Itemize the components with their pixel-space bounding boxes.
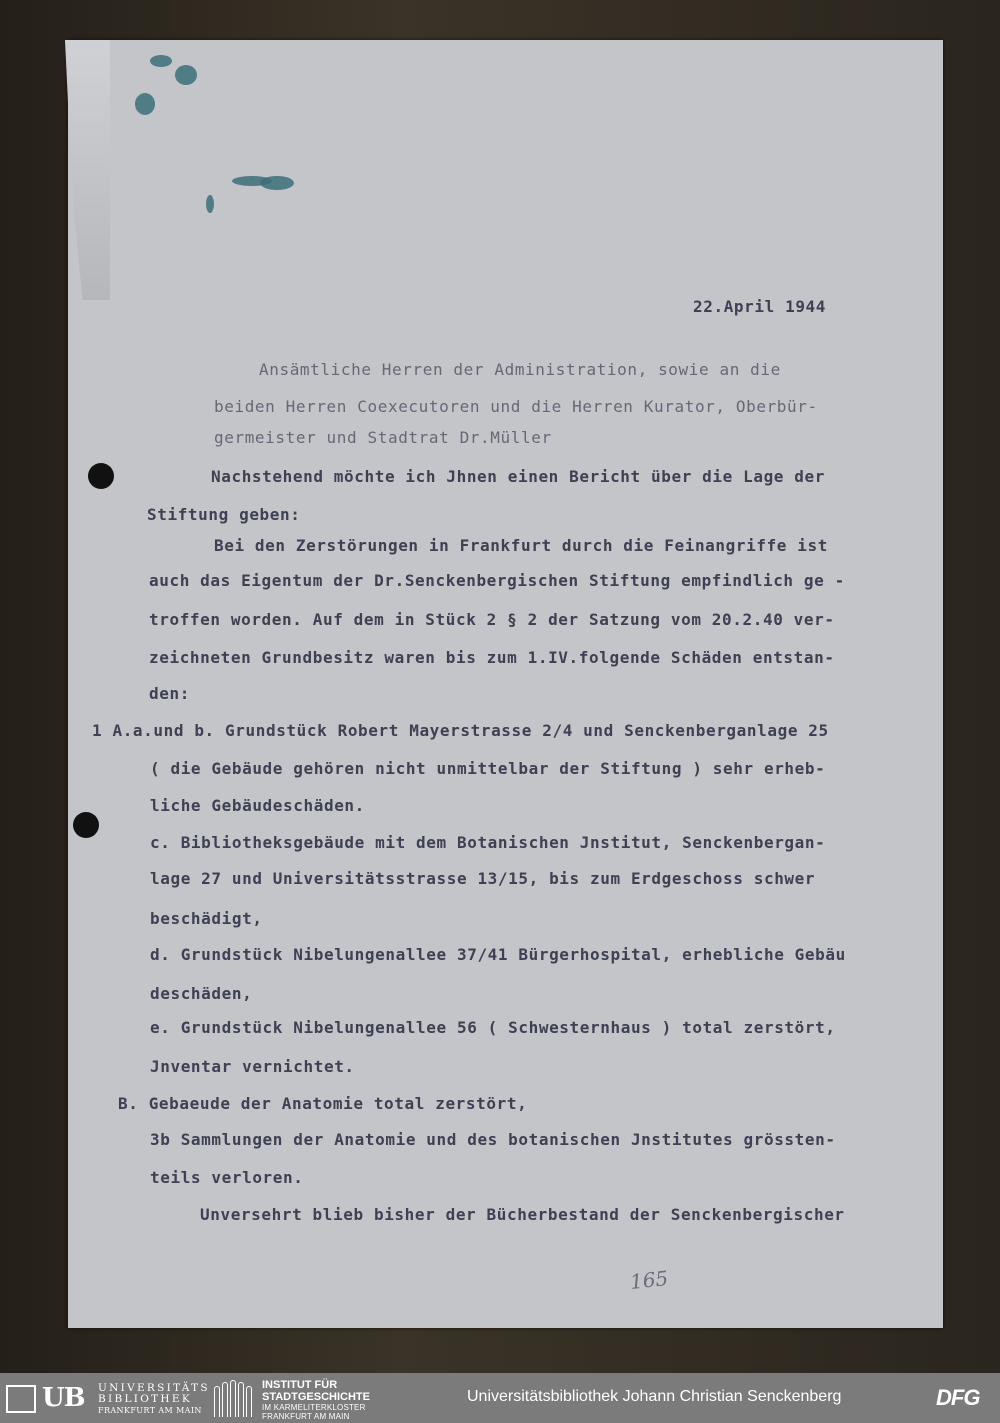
body-line: den:	[149, 684, 190, 703]
body-line: Nachstehend möchte ich Jhnen einen Bericht über die Lage der	[211, 467, 825, 486]
body-line: B. Gebaeude der Anatomie total zerstört,	[118, 1094, 528, 1113]
ub-name	[98, 1383, 210, 1416]
footer-title[interactable]: Universitätsbibliothek Johann Christian Senckenberg	[467, 1388, 842, 1405]
body-line: Stiftung geben:	[147, 505, 301, 524]
address-line: germeister und Stadtrat Dr.Müller	[214, 428, 552, 447]
body-line: Unversehrt blieb bisher der Bücherbestand der Senckenbergischer	[200, 1205, 845, 1224]
body-line: ( die Gebäude gehören nicht unmittelbar der Stiftung ) sehr erheb-	[150, 759, 826, 778]
ifs-name	[262, 1379, 370, 1421]
ifs-line: FRANKFURT AM MAIN	[262, 1412, 350, 1421]
body-line: teils verloren.	[150, 1168, 304, 1187]
ifs-line: STADTGESCHICHTE	[262, 1391, 370, 1403]
ifs-line: IM KARMELITERKLOSTER	[262, 1403, 366, 1412]
footer-bar	[0, 1373, 1000, 1423]
ink-stain	[175, 65, 197, 85]
archive-number: 165	[628, 1266, 670, 1294]
ub-portrait-icon	[6, 1385, 36, 1413]
body-line: Jnventar vernichtet.	[150, 1057, 355, 1076]
body-line: c. Bibliotheksgebäude mit dem Botanischen Jnstitut, Senckenbergan-	[150, 833, 826, 852]
body-line: Bei den Zerstörungen in Frankfurt durch die Feinangriffe ist	[214, 536, 828, 555]
dfg-logo[interactable]: DFG	[936, 1385, 980, 1410]
ink-stain	[260, 176, 294, 190]
body-line: 1 A.a.und b. Grundstück Robert Mayerstrasse 2/4 und Senckenberganlage 25	[92, 721, 829, 740]
letter-date: 22.April 1944	[693, 297, 827, 316]
address-line: Ansämtliche Herren der Administration, sowie an die	[259, 360, 781, 379]
arches-icon	[212, 1379, 252, 1417]
ub-logo[interactable]	[6, 1379, 210, 1417]
ifs-logo[interactable]	[212, 1377, 412, 1419]
ifs-line: INSTITUT FÜR	[262, 1379, 338, 1391]
body-line: e. Grundstück Nibelungenallee 56 ( Schwesternhaus ) total zerstört,	[150, 1018, 836, 1037]
body-line: zeichneten Grundbesitz waren bis zum 1.IV.folgende Schäden entstan-	[149, 648, 835, 667]
punch-hole-bottom	[73, 812, 99, 838]
body-line: deschäden,	[150, 984, 253, 1003]
body-line: d. Grundstück Nibelungenallee 37/41 Bürgerhospital, erhebliche Gebäu	[150, 945, 846, 964]
address-line: beiden Herren Coexecutoren und die Herren Kurator, Oberbür-	[214, 397, 818, 416]
body-line: liche Gebäudeschäden.	[150, 796, 365, 815]
ub-letters: UB	[42, 1383, 85, 1413]
ub-line: BIBLIOTHEK	[98, 1393, 192, 1405]
ub-line: FRANKFURT AM MAIN	[98, 1406, 202, 1415]
punch-hole-top	[88, 463, 114, 489]
body-line: lage 27 und Universitätsstrasse 13/15, bis zum Erdgeschoss schwer	[150, 869, 816, 888]
body-line: 3b Sammlungen der Anatomie und des botanischen Jnstitutes grössten-	[150, 1130, 836, 1149]
body-line: troffen worden. Auf dem in Stück 2 § 2 der Satzung vom 20.2.40 ver-	[149, 610, 835, 629]
ub-line: UNIVERSITÄTS	[98, 1382, 210, 1394]
ink-stain	[150, 55, 172, 67]
ink-stain	[206, 195, 214, 213]
body-line: beschädigt,	[150, 909, 263, 928]
body-line: auch das Eigentum der Dr.Senckenbergischen Stiftung empfindlich ge -	[149, 571, 845, 590]
ink-stain	[135, 93, 155, 115]
